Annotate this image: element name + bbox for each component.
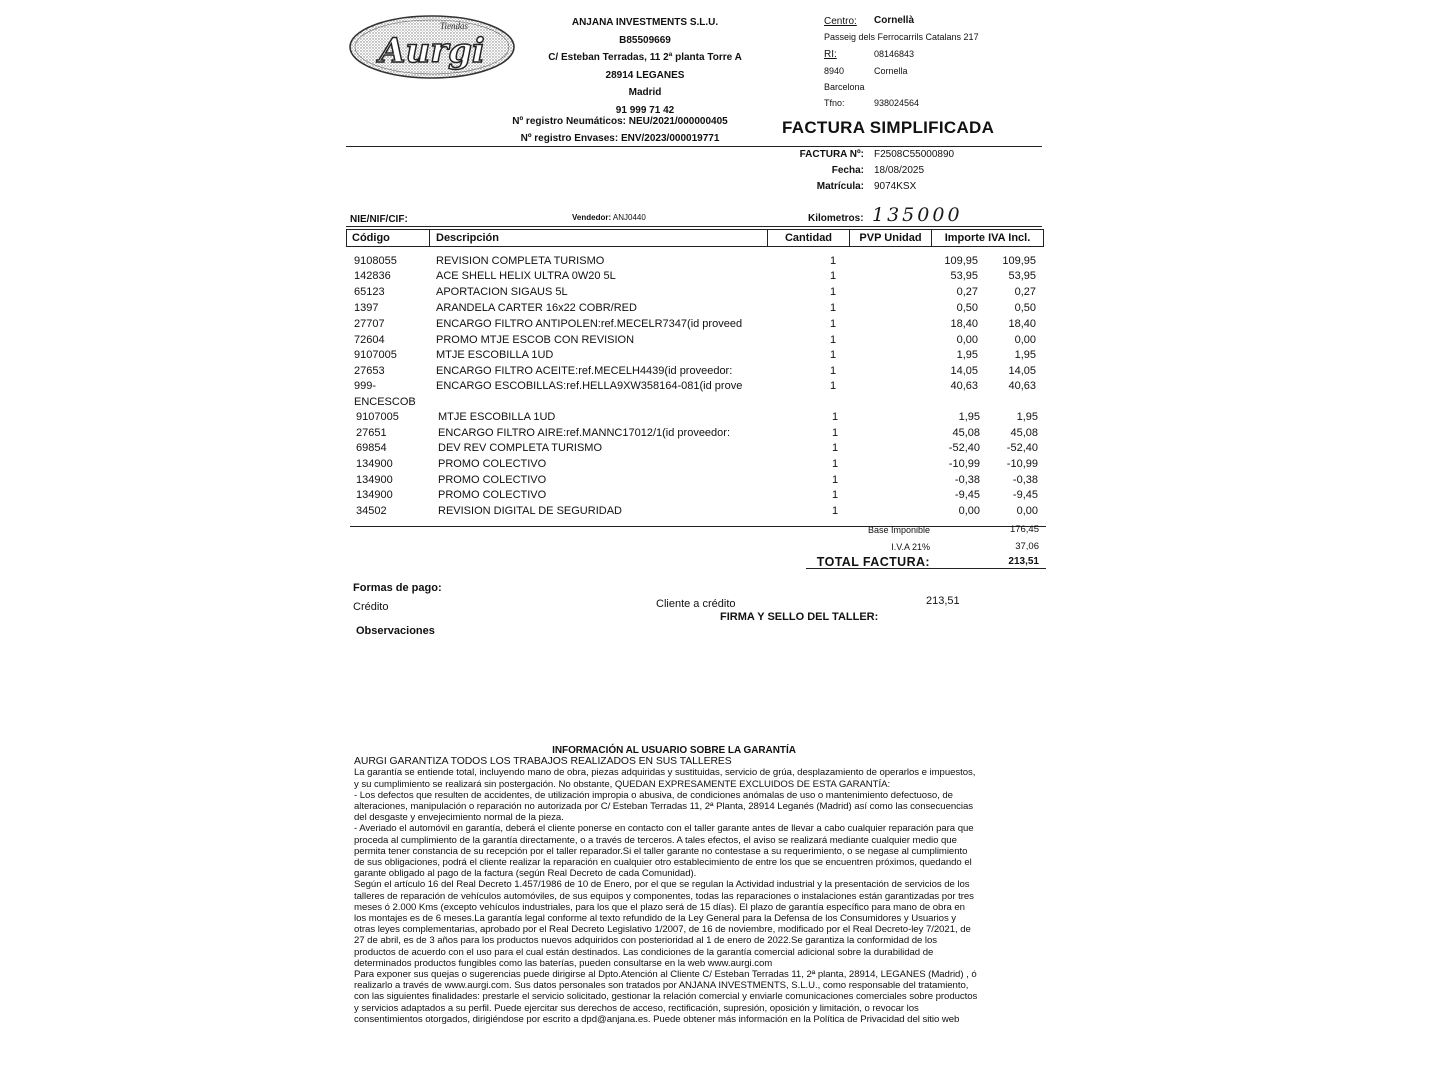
item-quantity: 1 [831,489,839,501]
seller-label: Vendedor: [572,213,612,222]
table-row [352,317,1042,332]
warranty-text [354,756,1074,1025]
item-amount: 1,95 [1016,411,1038,423]
warranty-line: talleres de reparación de vehículos automóviles, de sus equipos y componentes, todas las reparaciones o instalaciones están garantizadas por tres [354,890,974,902]
item-code: 1397 [354,302,379,314]
table-row [354,457,1044,472]
item-quantity: 1 [831,505,839,517]
item-amount: 45,08 [1010,427,1038,439]
item-code: 27707 [354,318,385,330]
item-unit-price: -52,40 [948,442,980,454]
item-quantity: 1 [829,365,837,377]
centro-city: Cornella [874,66,908,76]
item-description: PROMO COLECTIVO [438,489,547,501]
warranty-line: y su cumplimiento se realizará sin postergación. No obstante, QUEDAN EXPRESAMENTE EXCLUIDOS DE ESTA GARANTÍA: [354,778,891,790]
warranty-line: permita tener constancia de su recepción por el taller reparador.Si el taller garante no contestase a su requerimiento, o se negase al cumplimiento [354,845,968,857]
table-row [352,333,1042,348]
item-quantity: 1 [831,458,839,470]
item-unit-price: 0,27 [956,286,978,298]
centro-value: Cornellà [874,15,915,26]
th-code: Código [352,232,390,244]
warranty-line: proceda al cumplimiento de la garantía directamente, o a través de terceros. A tales efectos, el aviso se realizará mediante cualquier medio que [354,834,957,846]
document-title: FACTURA SIMPLIFICADA [782,118,995,137]
base-value: 176,45 [1009,524,1039,535]
table-row [352,269,1042,284]
th-description: Descripción [429,230,767,246]
vat-value: 37,06 [1015,541,1039,552]
registry-block [500,113,740,147]
item-amount: 0,27 [1014,286,1036,298]
item-unit-price: 53,95 [950,270,978,282]
km-handwritten-value: 135000 [872,204,963,226]
item-quantity: 1 [831,411,839,423]
item-quantity: 1 [829,334,837,346]
item-description: ENCARGO FILTRO ANTIPOLEN:ref.MECELR7347(id proveed [436,318,743,330]
item-amount: 0,00 [1014,334,1036,346]
item-quantity: 1 [831,427,839,439]
payment-amount: 213,51 [926,595,960,607]
item-unit-price: 1,95 [958,411,980,423]
company-postcode: 28914 LEGANES [605,69,685,81]
item-quantity: 1 [831,442,839,454]
centro-cp: 8940 [824,66,845,76]
item-quantity: 1 [829,270,837,282]
item-amount: -0,38 [1012,474,1038,486]
item-quantity: 1 [831,474,839,486]
item-code: 134900 [356,458,393,470]
item-description: PROMO COLECTIVO [438,458,547,470]
item-amount: 18,40 [1008,318,1036,330]
item-quantity: 1 [829,380,837,392]
item-code: 134900 [356,489,393,501]
item-amount: 0,50 [1014,302,1036,314]
warranty-line: consentimientos otorgados, dirigiéndose por escrito a dpd@anjana.es. Puede obtener más información en la Política de Privacidad del sitio web [354,1013,960,1025]
item-amount: 53,95 [1008,270,1036,282]
seller-block [572,213,646,222]
company-phone: 91 999 71 42 [615,104,675,116]
warranty-line: del desgaste y envejecimiento normal de la pieza. [354,812,564,824]
item-amount: -9,45 [1012,489,1038,501]
item-description: APORTACION SIGAUS 5L [436,286,568,298]
ri-value: 08146843 [874,49,915,59]
warranty-line: y servicios adaptados a su perfil. Puede ejercitar sus derechos de acceso, rectificación, supresión, oposición y limitación, o revocar los [354,1002,919,1014]
item-amount: 1,95 [1014,349,1036,361]
item-code: 9107005 [354,349,397,361]
item-code: 999- [354,380,377,392]
item-unit-price: 40,63 [950,380,978,392]
item-unit-price: -10,99 [948,458,980,470]
table-row [354,488,1044,503]
signature-label: FIRMA Y SELLO DEL TALLER: [720,611,879,623]
th-amount: Importe IVA Incl. [931,230,1043,246]
centro-label: Centro: [824,16,857,27]
items-table-header [346,229,1044,247]
item-description: ARANDELA CARTER 16x22 COBR/RED [436,302,637,314]
warranty-line: realizarlo a través de www.aurgi.com. Sus datos personales son tratados por ANJANA INVESTMENTS, S.L.U., como responsable del tratamiento, [354,980,969,992]
item-unit-price: 14,05 [950,365,978,377]
item-description: REVISION DIGITAL DE SEGURIDAD [438,505,622,517]
observations-label: Observaciones [356,625,435,637]
centro-address: Passeig dels Ferrocarrils Catalans 217 [824,32,979,42]
table-row [352,348,1042,363]
item-unit-price: 1,95 [956,349,978,361]
item-quantity: 1 [829,318,837,330]
item-amount: 109,95 [1002,255,1036,267]
item-unit-price: -0,38 [954,474,980,486]
table-row [352,379,1042,394]
table-row [354,441,1044,456]
table-row [352,301,1042,316]
company-address: C/ Esteban Terradas, 11 2ª planta Torre A [548,52,742,63]
item-unit-price: 0,00 [956,334,978,346]
item-code: 65123 [354,286,385,298]
item-description: DEV REV COMPLETA TURISMO [438,442,603,454]
warranty-line: AURGI GARANTIZA TODOS LOS TRABAJOS REALIZADOS EN SUS TALLERES [354,756,732,768]
item-description: ENCARGO FILTRO ACEITE:ref.MECELH4439(id proveedor: [436,365,733,377]
item-description: PROMO COLECTIVO [438,474,547,486]
th-quantity: Cantidad [767,230,849,246]
item-amount: -52,40 [1006,442,1038,454]
warranty-line: La garantía se entiende total, incluyendo mano de obra, piezas adquiridas y sustituidas, servicio de grúa, desplazamiento de operarlos e impuestos, [354,767,976,779]
item-unit-price: 0,50 [956,302,978,314]
date-value: 18/08/2025 [874,165,925,176]
item-code: 9107005 [356,411,399,423]
item-description: MTJE ESCOBILLA 1UD [438,411,556,423]
warranty-line: - Averiado el automóvil en garantía, deberá el cliente ponerse en contacto con el taller garante antes de llevar a cabo cualquier reparación para que [354,823,974,835]
warranty-line: otras leyes complementarias, aprobado por el Real Decreto Legislativo 1/2007, de 16 de noviembre, modificado por el Real Decreto-ley 7/2021, de [354,924,971,936]
item-code: 27653 [354,365,385,377]
company-block [480,14,810,119]
seller-value: ANJ0440 [612,213,646,222]
item-code: 34502 [356,505,387,517]
item-code: 142836 [354,270,391,282]
tfno-value: 938024564 [874,98,920,108]
item-amount: 0,00 [1016,505,1038,517]
table-row [352,254,1042,269]
item-amount: -10,99 [1006,458,1038,470]
total-label: TOTAL FACTURA: [816,555,930,569]
item-description: ENCARGO FILTRO AIRE:ref.MANNC17012/1(id proveedor: [438,427,731,439]
base-label: Base Imponible [867,525,930,535]
warranty-line: garante obligado al pago de la factura (según Real Decreto de cada Comunidad). [354,868,697,880]
item-code: 69854 [356,442,387,454]
item-description: PROMO MTJE ESCOB CON REVISION [436,334,635,346]
tfno-label: Tfno: [824,98,845,108]
item-code: 27651 [356,427,387,439]
warranty-line: 27 de abril, es de 3 años para los productos nuevos adquiridos con posterioridad al 1 de enero de 2022.Se garantiza la conformidad de los [354,935,938,947]
item-quantity: 1 [829,349,837,361]
item-description: ENCARGO ESCOBILLAS:ref.HELLA9XW358164-081(id prove [436,380,743,392]
warranty-line: - Los defectos que resulten de accidentes, de utilización impropia o abusiva, de condiciones anómalas de uso o mantenimiento defectuoso, de [354,789,953,801]
date-label: Fecha: [831,165,864,176]
item-amount: 14,05 [1008,365,1036,377]
warranty-line: de sus obligaciones, podrá el cliente realizar la reparación en cualquier otro establecimiento de entre los que se encuentren próximos, quedando el [354,857,972,869]
logo-tagline: Tiendas [440,21,469,31]
company-city: Madrid [628,87,662,98]
table-row [352,395,1042,410]
company-name: ANJANA INVESTMENTS S.L.U. [571,17,719,28]
customer-divider [346,226,1042,227]
plate-value: 9074KSX [874,181,917,192]
warranty-line: los montajes es de 6 meses.La garantía legal conforme al texto refundido de la Ley General para la Defensa de los Consumidores y Usuarios y [354,913,957,925]
warranty-line: Según el artículo 16 del Real Decreto 1.457/1986 de 10 de Enero, por el que se regulan la Actividad industrial y la presentación de servicios de los [354,879,970,891]
warranty-title: INFORMACIÓN AL USUARIO SOBRE LA GARANTÍA [552,745,796,756]
item-unit-price: 109,95 [944,255,978,267]
item-quantity: 1 [829,286,837,298]
item-quantity: 1 [829,255,837,267]
company-cif: B85509669 [619,34,671,46]
total-underline [806,568,1046,569]
warranty-section [354,745,1074,1025]
item-code: 72604 [354,334,385,346]
payment-method: Crédito [353,601,389,613]
nif-label: NIE/NIF/CIF: [350,214,408,225]
th-unit-price: PVP Unidad [849,230,931,246]
payment-title: Formas de pago: [353,582,442,594]
table-row [354,504,1044,519]
item-description: REVISION COMPLETA TURISMO [436,255,605,267]
item-description: ACE SHELL HELIX ULTRA 0W20 5L [436,270,616,282]
invoice-number-value: F2508C55000890 [874,149,955,160]
registry-tyres: Nº registro Neumáticos: NEU/2021/000000405 [512,116,728,127]
warranty-line: Para exponer sus quejas o sugerencias puede dirigirse al Dpto.Atención al Cliente C/ Esteban Terradas 11, 2ª planta, 28914, LEGANES (Madrid) , ó [354,969,977,981]
table-row [354,473,1044,488]
warranty-line: alteraciones, manipulación o reparación no autorizada por C/ Esteban Terradas 11, 2ª Planta, 28914 Leganés (Madrid) así como las consecuencias [354,801,973,813]
centro-province: Barcelona [824,82,865,92]
plate-label: Matrícula: [816,181,864,192]
item-code: ENCESCOB [354,396,416,408]
table-row [354,410,1044,425]
table-row [354,426,1044,441]
item-quantity: 1 [829,302,837,314]
registry-packaging: Nº registro Envases: ENV/2023/000019771 [520,133,720,144]
item-code: 9108055 [354,255,397,267]
item-unit-price: 45,08 [952,427,980,439]
warranty-line: con las siguientes finalidades: prestarle el servicio solicitado, gestionar la relación comercial y enviarle comunicaciones comerciales sobre productos [354,991,978,1003]
ri-label: RI: [824,49,837,60]
warranty-line: meses ó 2.000 Kms (excepto vehículos industriales, para los que el plazo será de 15 días). El plazo de garantía específico para mano de obra en [354,901,965,913]
item-code: 134900 [356,474,393,486]
item-description: MTJE ESCOBILLA 1UD [436,349,554,361]
item-unit-price: 18,40 [950,318,978,330]
warranty-line: determinados productos fungibles como las baterías, pueden consultarse en la web www.aurgi.com [354,957,773,969]
total-value: 213,51 [1008,556,1039,567]
table-row [352,285,1042,300]
item-unit-price: -9,45 [954,489,980,501]
payment-client: Cliente a crédito [656,598,736,610]
invoice-number-label: FACTURA Nº: [799,149,864,160]
item-amount: 40,63 [1008,380,1036,392]
km-label: Kilometros: [808,213,864,224]
items-bottom-divider [350,526,1046,527]
item-unit-price: 0,00 [958,505,980,517]
logo-brand: Aurgi [379,31,485,71]
table-row [352,364,1042,379]
vat-label: I.V.A 21% [891,542,930,552]
warranty-line: productos de acuerdo con el uso para el cual están destinados. Las condiciones de la garantía comercial adicional sobre la durabilidad de [354,946,934,958]
header-divider [346,146,1042,147]
